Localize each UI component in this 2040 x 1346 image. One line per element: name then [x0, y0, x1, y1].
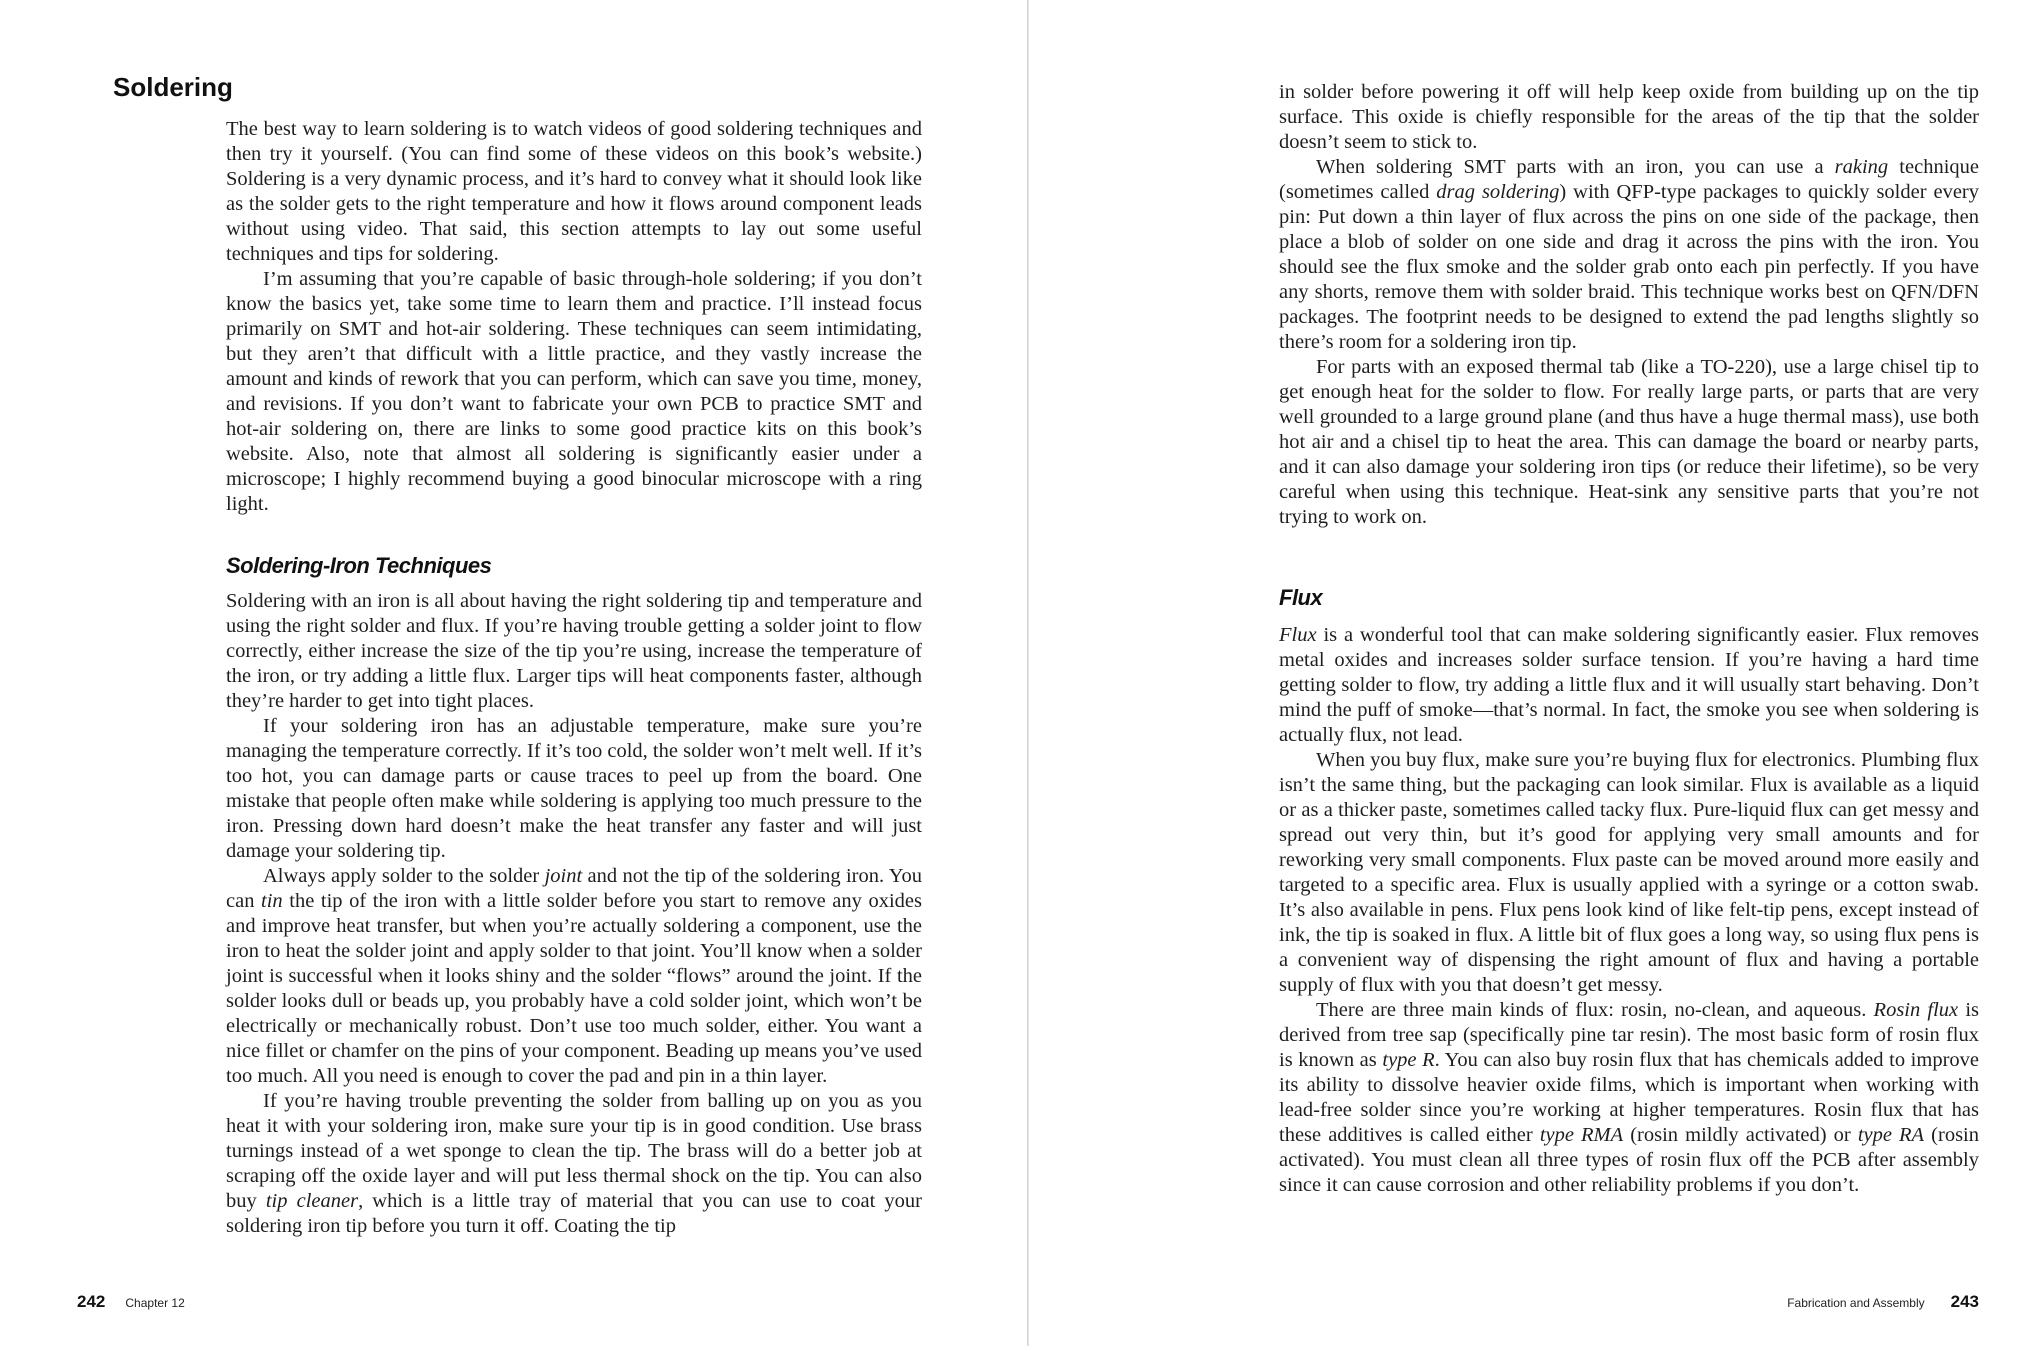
emphasis-term: drag soldering: [1436, 181, 1560, 203]
flux-paragraph-3: [1279, 998, 1979, 1198]
text-run: is a wonderful tool that can make soldering significantly easier. Flux removes metal oxides and increases solder surface tension. If you’re having a hard time getting solder to flow, try adding a little flux and it will usually start behaving. Don’t mind the puff of smoke—that’s normal. In fact, the smoke you see when soldering is actually flux, not lead.: [1279, 624, 1979, 746]
text-run: , which is a little tray of material that you can use to coat your soldering iron tip before you turn it off. Coating the tip: [226, 1190, 923, 1237]
text-run: is derived from tree sap (specifically pine tar resin). The most basic form of rosin flux is known as: [1279, 999, 1979, 1071]
subsection-title: Soldering-Iron Techniques: [226, 553, 492, 578]
right-footer: [1779, 1292, 1979, 1312]
continued-paragraph: in solder before powering it off will help keep oxide from building up on the tip surface. This oxide is chiefly responsible for the areas of the tip that the solder doesn’t seem to stick to.: [1279, 81, 1979, 153]
emphasis-term: Rosin flux: [1873, 999, 1959, 1021]
flux-section: [1279, 585, 1979, 1198]
text-run: Always apply solder to the solder: [263, 865, 545, 887]
emphasis-term: tin: [261, 890, 283, 912]
left-text-column: [226, 117, 922, 1239]
emphasis-term: type R: [1382, 1049, 1435, 1071]
right-text-column: [1279, 80, 1979, 530]
text-run: and not the tip of the soldering iron. You can: [226, 865, 922, 912]
emphasis-term: type RMA: [1539, 1124, 1624, 1146]
running-footer-chapter-title: Fabrication and Assembly: [1787, 1296, 1925, 1310]
iron-paragraph-3: [226, 864, 922, 1089]
smt-paragraph: [1279, 155, 1979, 355]
text-run: There are three main kinds of flux: rosin, no-clean, and aqueous.: [1316, 999, 1874, 1021]
text-run: (rosin activated). You must clean all three types of rosin flux off the PCB after assembly since it can cause corrosion and other reliability problems if you don’t.: [1279, 1124, 1979, 1196]
emphasis-term: raking: [1834, 156, 1889, 178]
flux-title: Flux: [1279, 585, 1323, 610]
emphasis-term: Flux: [1279, 624, 1317, 646]
text-run: the tip of the iron with a little solder before you start to remove any oxides and improve heat transfer, but when you’re actually soldering a component, use the iron to heat the solder joint and apply solder to that joint. You’ll know when a solder joint is successful when it looks shiny and the solder “flows” around the joint. If the solder looks dull or beads up, you probably have a cold solder joint, which won’t be electrically or mechanically robust. Don’t use too much solder, either. You want a nice fillet or chamfer on the pins of your component. Beading up means you’ve used too much. All you need is enough to cover the pad and pin in a thin layer.: [226, 890, 922, 1087]
text-run: technique (sometimes called: [1279, 156, 1979, 203]
text-run: ) with QFP-type packages to quickly solder every pin: Put down a thin layer of flux across the pins on one side of the package, then place a blob of solder on one side and drag it across the pins with the iron. You should see the flux smoke and the solder grab onto each pin perfectly. If you have any shorts, remove them with solder braid. This technique works best on QFN/DFN packages. The footprint needs to be designed to extend the pad lengths slightly so there’s room for a soldering iron tip.: [1279, 181, 1979, 353]
running-footer-chapter: Chapter 12: [125, 1296, 185, 1310]
text-run: When soldering SMT parts with an iron, you can use a: [1316, 156, 1835, 178]
iron-paragraph-4: [226, 1089, 922, 1239]
section-title: Soldering: [113, 72, 233, 102]
thermal-tab-paragraph: For parts with an exposed thermal tab (like a TO-220), use a large chisel tip to get enough heat for the solder to flow. For really large parts, or parts that are very well grounded to a large ground plane (and thus have a huge thermal mass), use both hot air and a chisel tip to heat the area. This can damage the board or nearby parts, and it can also damage your soldering iron tips (or reduce their lifetime), so be very careful when using this technique. Heat-sink any sensitive parts that you’re not trying to work on.: [1279, 356, 1979, 528]
text-run: (rosin mildly activated) or: [1623, 1124, 1858, 1146]
emphasis-term: joint: [544, 865, 583, 887]
iron-paragraph-2: If your soldering iron has an adjustable temperature, make sure you’re managing the temperature correctly. If it’s too cold, the solder won’t melt well. If it’s too hot, you can damage parts or cause traces to peel up from the board. One mistake that people often make while soldering is applying too much pressure to the iron. Pressing down hard doesn’t make the heat transfer any faster and will just damage your soldering tip.: [226, 715, 922, 862]
left-footer: [77, 1292, 185, 1312]
flux-paragraph-1: [1279, 623, 1979, 748]
emphasis-term: tip cleaner: [265, 1190, 359, 1212]
intro-paragraph-1: The best way to learn soldering is to watch videos of good soldering techniques and then try it yourself. (You can find some of these videos on this book’s website.) Soldering is a very dynamic process, and it’s hard to convey what it should look like as the solder gets to the right temperature and how it flows around component leads without using video. That said, this section attempts to lay out some useful techniques and tips for soldering.: [226, 118, 922, 265]
text-run: If you’re having trouble preventing the solder from balling up on you as you heat it with your soldering iron, make sure your tip is in good condition. Use brass turnings instead of a wet sponge to clean the tip. The brass will do a better job at scraping off the oxide layer and will put less thermal shock on the tip. You can also buy: [226, 1090, 922, 1212]
text-run: . You can also buy rosin flux that has chemicals added to improve its ability to dissolve heavier oxide films, which is important when working with lead-free solder since you’re working at higher temperatures. Rosin flux that has these additives is called either: [1279, 1049, 1979, 1146]
page-number-right: 243: [1950, 1292, 1979, 1311]
page-number-left: 242: [77, 1292, 106, 1311]
iron-paragraph-1: Soldering with an iron is all about having the right soldering tip and temperature and using the right solder and flux. If you’re having trouble getting a solder joint to flow correctly, either increase the size of the tip you’re using, increase the temperature of the iron, or try adding a little flux. Larger tips will heat components faster, although they’re harder to get into tight places.: [226, 590, 922, 712]
flux-paragraph-2: When you buy flux, make sure you’re buying flux for electronics. Plumbing flux isn’t the same thing, but the packaging can look similar. Flux is available as a liquid or as a thicker paste, sometimes called tacky flux. Pure-liquid flux can get messy and spread out very thin, but it’s good for applying very small amounts and for reworking very small components. Flux paste can be moved around more easily and targeted to a specific area. Flux is usually applied with a syringe or a cotton swab. It’s also available in pens. Flux pens look kind of like felt-tip pens, except instead of ink, the tip is soaked in flux. A little bit of flux goes a long way, so using flux pens is a convenient way of dispensing the right amount of flux and having a portable supply of flux with you that doesn’t get messy.: [1279, 749, 1979, 996]
intro-paragraph-2: I’m assuming that you’re capable of basic through-hole soldering; if you don’t know the basics yet, take some time to learn them and practice. I’ll instead focus primarily on SMT and hot-air soldering. These techniques can seem intimidating, but they aren’t that difficult with a little practice, and they vastly increase the amount and kinds of rework that you can perform, which can save you time, money, and revisions. If you don’t want to fabricate your own PCB to practice SMT and hot-air soldering on, there are links to some good practice kits on this book’s website. Also, note that almost all soldering is significantly easier under a microscope; I highly recommend buying a good binocular microscope with a ring light.: [226, 268, 922, 515]
emphasis-term: type RA: [1857, 1124, 1925, 1146]
